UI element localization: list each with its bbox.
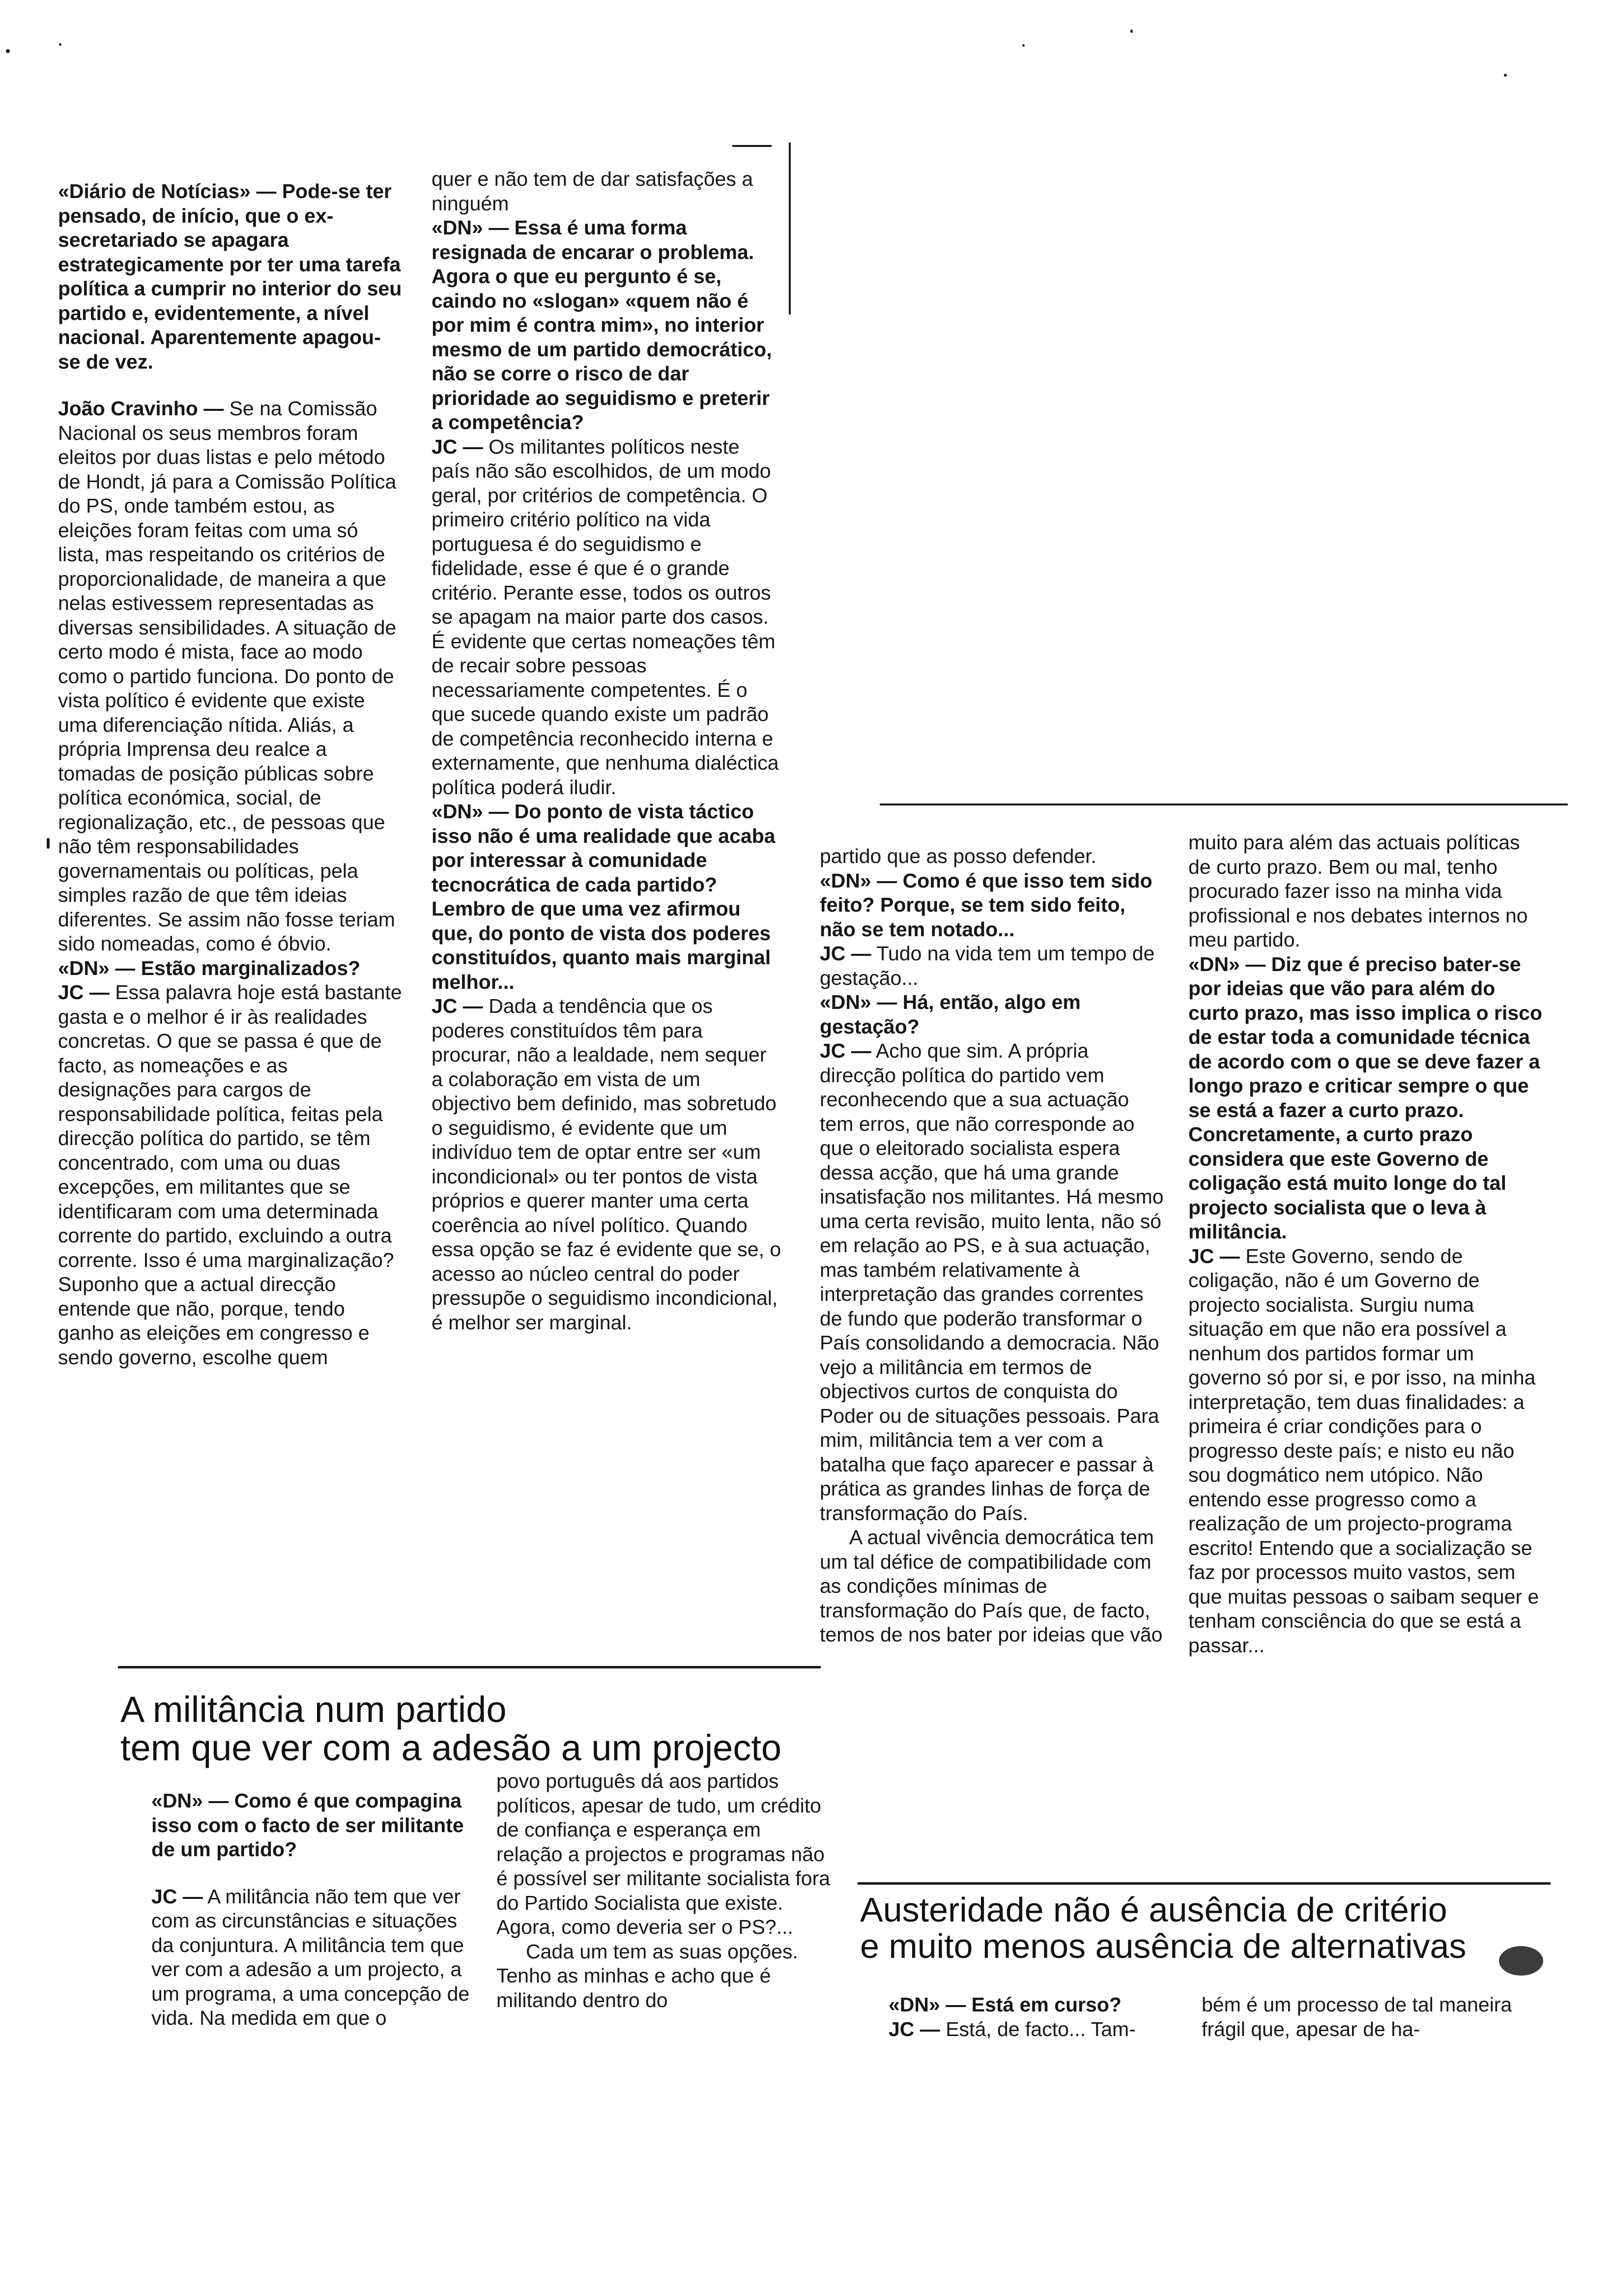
column-3 — [151, 1789, 476, 2031]
answer-paragraph — [1188, 1244, 1542, 1658]
scan-speck — [47, 838, 50, 849]
answer-text: Está, de facto... Tam- — [940, 2017, 1136, 2040]
question-paragraph: «DN» — Como é que compagina isso com o facto de ser militante de um partido? — [151, 1789, 464, 1861]
column-1 — [58, 179, 402, 1370]
answer-paragraph: Cada um tem as suas opções. Tenho as minhas e acho que é militando dentro do — [496, 1940, 798, 2011]
answer-paragraph — [820, 942, 1164, 990]
answer-paragraph: quer e não tem de dar satisfações a ninguém — [432, 168, 753, 215]
headline-line: tem que ver com a adesão a um projecto — [120, 1727, 782, 1768]
column-5 — [820, 844, 1164, 1647]
answer-text: Este Governo, sendo de coligação, não é um Governo de projecto socialista. Surgiu numa situação em que não era possível a nenhum dos partidos formar um governo só por si, e por isso, na minha interpretação, tem duas finalidades: a primeira é criar condições para o progresso deste país; e nisto eu não sou dogmático nem utópico. Não entendo esse progresso como a realização de um projecto-programa escrito! Entendo que a socialização se faz por processos muito vastos, sem que muitas pessoas o saibam sequer e tenham consciência do que se está a passar... — [1188, 1244, 1539, 1657]
question-paragraph: «DN» — Estão marginalizados? — [58, 956, 361, 979]
scan-speck — [1022, 44, 1025, 47]
top-rule — [732, 145, 772, 147]
answer-text: Se na Comissão Nacional os seus membros foram eleitos por duas listas e pelo método de Hondt, já para a Comissão Política do PS, onde também estou, as eleições foram feitas com uma só lista, mas respeitando os critérios de proporcionalidade, de maneira a que nelas estivessem representadas as diversas sensibilidades. A situação de certo modo é mista, face ao modo como o partido funciona. Do ponto de vista político é evidente que existe uma diferenciação nítida. Aliás, a própria Imprensa deu realce a tomadas de posição públicas sobre política económica, social, de regionalização, etc., de pessoas que não têm responsabilidades governamentais ou políticas, pela simples razão de que têm ideias diferentes. Se assim não fosse teriam sido nomeadas, como é óbvio. — [58, 397, 397, 955]
answer-paragraph — [58, 980, 402, 1370]
speaker-label: JC — — [151, 1885, 203, 1908]
speaker-label: JC — — [58, 981, 110, 1004]
headline-rule — [118, 1666, 821, 1668]
column-8 — [1202, 1993, 1536, 2041]
headline-line: A militância num partido — [120, 1689, 507, 1730]
answer-paragraph — [889, 2017, 1193, 2042]
answer-text: Tudo na vida tem um tempo de gestação... — [820, 942, 1155, 989]
question-paragraph: «Diário de Notícias» — Pode-se ter pensado, de início, que o ex-secretariado se apagara estrategicamente por ter uma tarefa política a cumprir no interior do seu partido e, evidentemente, a nível nacional. Aparentemente apagou-se de vez. — [58, 180, 402, 373]
answer-paragraph — [58, 397, 402, 956]
answer-text: Os militantes políticos neste país não são escolhidos, de um modo geral, por critérios de competência. O primeiro critério político na vida portuguesa é do seguidismo e fidelidade, esse é que é o grande critério. Perante esse, todos os outros se apagam na maior parte dos casos. É evidente que certas nomeações têm de recair sobre pessoas necessariamente competentes. É o que sucede quando existe um padrão de competência reconhecido interna e externamente, que nenhuma dialéctica política poderá iludir. — [432, 435, 779, 799]
answer-paragraph — [432, 994, 781, 1335]
headline-line: e muito menos ausência de alternativas — [860, 1926, 1467, 1965]
headline-militancia — [120, 1691, 818, 1767]
question-paragraph: «DN» — Diz que é preciso bater-se por ideias que vão para além do curto prazo, mas isso implica o risco de estar toda a comunidade técnica de acordo com o que se deve fazer a longo prazo e criticar sempre o que se está a fazer a curto prazo. Concretamente, a curto prazo considera que este Governo de coligação está muito longe do tal projecto socialista que o leva à militância. — [1188, 952, 1543, 1243]
headline-austeridade — [860, 1892, 1568, 1964]
scan-speck — [1504, 74, 1507, 77]
column-2 — [432, 167, 781, 1335]
answer-paragraph — [820, 1039, 1164, 1525]
question-paragraph: «DN» — Como é que isso tem sido feito? Porque, se tem sido feito, não se tem notado... — [820, 869, 1152, 941]
answer-paragraph — [151, 1885, 476, 2031]
speaker-label: JC — — [820, 942, 871, 965]
answer-paragraph: bém é um processo de tal maneira frágil que, apesar de ha- — [1202, 1993, 1512, 2040]
speaker-label: JC — — [432, 435, 483, 458]
question-paragraph: «DN» — Está em curso? — [889, 1993, 1122, 2016]
question-paragraph: «DN» — Do ponto de vista táctico isso não é uma realidade que acaba por interessar à comunidade tecnocrática de cada partido? Lembro de que uma vez afirmou que, do ponto de vista dos poderes constituídos, quanto mais marginal melhor... — [432, 800, 776, 993]
answer-paragraph: A actual vivência democrática tem um tal défice de compatibilidade com as condições mínimas de transformação do País que, de facto, temos de nos bater por ideias que vão — [820, 1526, 1163, 1646]
headline-line: Austeridade não é ausência de critério — [860, 1891, 1447, 1929]
answer-text: Dada a tendência que os poderes constituídos têm para procurar, não a lealdade, nem sequer a colaboração em vista de um objectivo bem definido, mas sobretudo o seguidismo, é evidente que um indivíduo tem de optar entre ser «um incondicional» ou ter pontos de vista próprios e querer manter uma certa coerência ao nível político. Quando essa opção se faz é evidente que se, o acesso ao núcleo central do poder pressupõe o seguidismo incondicional, é melhor ser marginal. — [432, 995, 781, 1334]
answer-paragraph — [432, 435, 781, 800]
answer-text: Acho que sim. A própria direcção política do partido vem reconhecendo que a sua actuação tem erros, que não corresponde ao que o eleitorado socialista espera dessa acção, que há uma grande insatisfação nos militantes. Há mesmo uma certa revisão, muito lenta, não só em relação ao PS, e à sua actuação, mas também relativamente à interpretação das grandes correntes de fundo que poderão transformar o País consolidando a democracia. Não vejo a militância em termos de objectivos curtos de conquista do Poder ou de situações pessoais. Para mim, militância tem a ver com a batalha que faço aparecer e passar à prática as grandes linhas de força de transformação do País. — [820, 1039, 1164, 1524]
speaker-label: JC — — [432, 995, 483, 1017]
answer-paragraph: partido que as posso defender. — [820, 845, 1097, 867]
scan-speck — [6, 49, 10, 53]
column-7 — [889, 1993, 1193, 2041]
scan-speck — [1130, 29, 1133, 33]
speaker-label: João Cravinho — — [58, 397, 224, 420]
question-paragraph: «DN» — Há, então, algo em gestação? — [820, 991, 1081, 1038]
answer-text: Essa palavra hoje está bastante gasta e o melhor é ir às realidades concretas. O que se passa é que de facto, as nomeações e as designações para cargos de responsabilidade política, feitas pela direcção política do partido, se têm concentrado, com uma ou duas excepções, em militantes que se identificaram com uma determinada corrente do partido, excluindo a outra corrente. Isso é uma marginalização? Suponho que a actual direcção entende que não, porque, tendo ganho as eleições em congresso e sendo governo, escolhe quem — [58, 981, 402, 1369]
scan-speck — [59, 43, 61, 46]
speaker-label: JC — — [889, 2017, 940, 2040]
speaker-label: JC — — [820, 1039, 871, 1062]
answer-paragraph: muito para além das actuais políticas de curto prazo. Bem ou mal, tenho procurado fazer isso na minha vida profissional e nos debates internos no meu partido. — [1188, 831, 1528, 951]
column-6 — [1188, 831, 1542, 1658]
answer-text: A militância não tem que ver com as circunstâncias e situações da conjuntura. A militância tem que ver com a adesão a um projecto, a um programa, a uma concepção de vida. Na medida em que o — [151, 1885, 470, 2029]
answer-paragraph: povo português dá aos partidos políticos, apesar de tudo, um crédito de confiança e esperança em relação a projectos e programas não é possível ser militante socialista fora do Partido Socialista que existe. Agora, como deveria ser o PS?... — [496, 1770, 831, 1938]
speaker-label: JC — — [1188, 1244, 1240, 1267]
section-rule — [880, 804, 1568, 805]
column-divider — [789, 143, 791, 315]
question-paragraph: «DN» — Essa é uma forma resignada de encarar o problema. Agora o que eu pergunto é se, caindo no «slogan» «quem não é por mim é contra mim», no interior mesmo de um partido democrático, não se corre o risco de dar prioridade ao seguidismo e preterir a competência? — [432, 216, 772, 433]
headline-rule — [858, 1882, 1551, 1885]
column-4 — [496, 1769, 831, 2012]
